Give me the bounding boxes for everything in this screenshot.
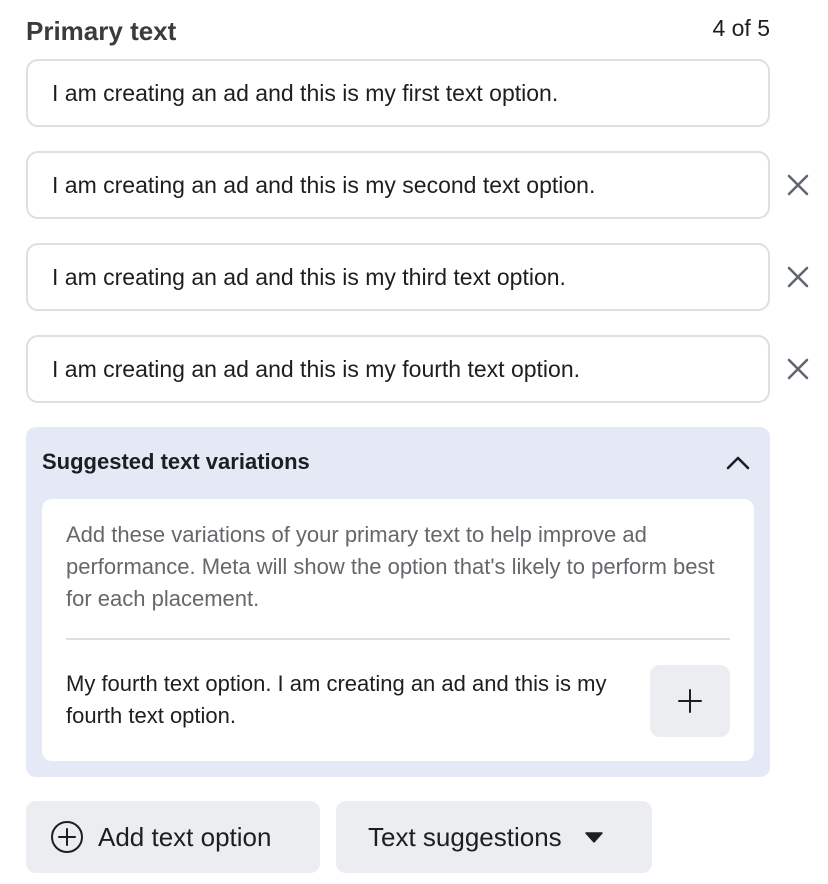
suggestion-card bbox=[42, 499, 754, 761]
text-option-value: I am creating an ad and this is my second text option. bbox=[52, 171, 596, 198]
suggestion-description: Add these variations of your primary text to help improve ad performance. Meta will show the option that's likely to perform best for each placement. bbox=[66, 522, 715, 611]
chevron-up-icon bbox=[726, 456, 750, 470]
close-icon bbox=[787, 358, 809, 380]
remove-option-button[interactable] bbox=[782, 169, 814, 201]
text-option-value: I am creating an ad and this is my fourth text option. bbox=[52, 355, 581, 382]
text-option-value: I am creating an ad and this is my third text option. bbox=[52, 263, 566, 290]
text-option-value: I am creating an ad and this is my first text option. bbox=[52, 79, 559, 106]
text-option-row bbox=[26, 335, 822, 403]
suggestion-item-text: My fourth text option. I am creating an ad and this is my fourth text option. bbox=[66, 671, 607, 728]
close-icon bbox=[787, 266, 809, 288]
primary-text-header bbox=[26, 14, 770, 48]
divider bbox=[66, 638, 730, 640]
text-option-field[interactable] bbox=[26, 151, 770, 219]
plus-icon bbox=[678, 689, 702, 713]
caret-down-icon bbox=[584, 831, 604, 843]
text-suggestions-button[interactable] bbox=[336, 801, 652, 873]
close-icon bbox=[787, 174, 809, 196]
suggested-variations-title: Suggested text variations bbox=[42, 449, 310, 474]
plus-circle-icon bbox=[50, 820, 84, 854]
text-option-row bbox=[26, 59, 822, 127]
add-text-option-label: Add text option bbox=[98, 821, 272, 852]
option-counter: 4 of 5 bbox=[712, 15, 770, 41]
add-suggestion-button[interactable] bbox=[650, 665, 730, 737]
collapse-suggestions-button[interactable] bbox=[724, 449, 752, 477]
add-text-option-button[interactable] bbox=[26, 801, 320, 873]
text-option-field[interactable] bbox=[26, 243, 770, 311]
text-option-field[interactable] bbox=[26, 59, 770, 127]
suggested-variations-panel bbox=[26, 427, 770, 777]
text-suggestions-label: Text suggestions bbox=[368, 821, 562, 852]
text-option-row bbox=[26, 243, 822, 311]
remove-option-button[interactable] bbox=[782, 353, 814, 385]
text-option-row bbox=[26, 151, 822, 219]
text-option-field[interactable] bbox=[26, 335, 770, 403]
remove-option-button[interactable] bbox=[782, 261, 814, 293]
section-title: Primary text bbox=[26, 16, 177, 46]
